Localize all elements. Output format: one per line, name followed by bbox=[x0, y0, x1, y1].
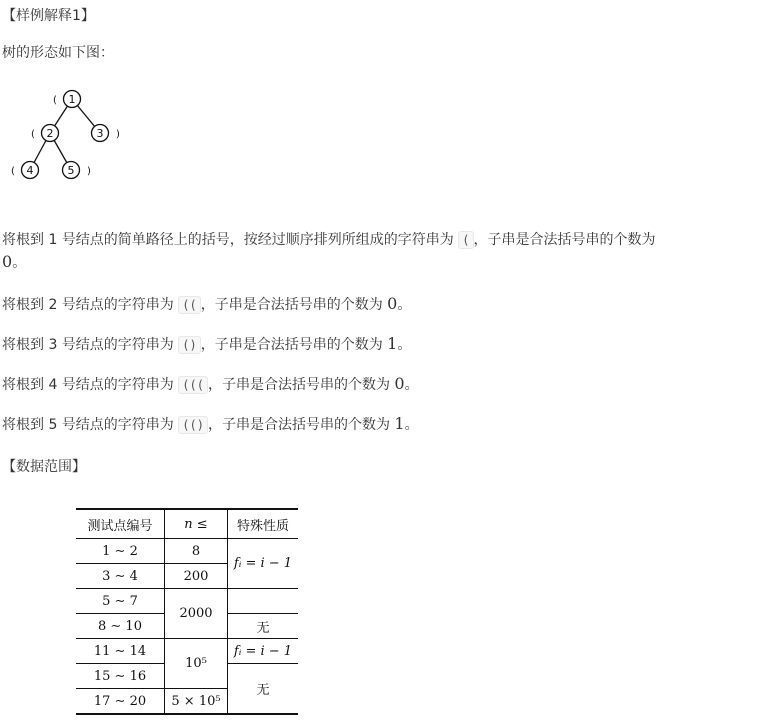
tree-node-5-label: 5 bbox=[67, 164, 75, 177]
explanation-text: ，子串是合法括号串的个数为 bbox=[200, 297, 388, 313]
n-limit-cell: 10⁵ bbox=[165, 639, 228, 689]
sample-explanation-heading: 【样例解释1】 bbox=[2, 8, 95, 24]
explanation-text: 将根到 5 号结点的字符串为 bbox=[2, 417, 179, 433]
test-range-cell: 15 ∼ 16 bbox=[76, 664, 165, 689]
tree-node-2-bracket: ( bbox=[31, 129, 35, 140]
explanation-node-1 bbox=[2, 230, 656, 250]
header-test-id: 测试点编号 bbox=[76, 509, 165, 539]
valid-substring-count: 0 bbox=[394, 374, 405, 393]
property-cell: fᵢ = i − 1 bbox=[228, 539, 299, 589]
table-row bbox=[76, 589, 298, 614]
n-limit-cell: 2000 bbox=[165, 589, 228, 639]
test-range-cell: 17 ∼ 20 bbox=[76, 689, 165, 715]
n-limit-cell: 5 × 10⁵ bbox=[165, 689, 228, 715]
valid-substring-count: 0 bbox=[2, 252, 13, 271]
property-cell: 无 bbox=[228, 664, 299, 715]
valid-substring-count: 1 bbox=[394, 414, 405, 433]
explanation-text: 将根到 3 号结点的字符串为 bbox=[2, 337, 179, 353]
n-limit-cell: 200 bbox=[165, 564, 228, 589]
tree-node-3-bracket: ) bbox=[116, 129, 120, 140]
data-range-heading: 【数据范围】 bbox=[2, 459, 86, 475]
explanation-text: 。 bbox=[404, 377, 419, 393]
explanation-text: 。 bbox=[397, 297, 412, 313]
test-range-cell: 5 ∼ 7 bbox=[76, 589, 165, 614]
tree-node-5-bracket: ) bbox=[87, 166, 91, 177]
tree-intro-text: 树的形态如下图： bbox=[2, 45, 114, 61]
property-cell-empty bbox=[228, 589, 299, 614]
tree-node-4-label: 4 bbox=[26, 164, 34, 177]
property-cell: 无 bbox=[228, 614, 299, 639]
explanation-text: ，子串是合法括号串的个数为 bbox=[200, 337, 388, 353]
valid-substring-count: 1 bbox=[387, 334, 398, 353]
bracket-string-code: ( bbox=[458, 231, 473, 249]
explanation-text: 将根到 1 号结点的简单路径上的括号，按经过顺序排列所组成的字符串为 bbox=[2, 232, 459, 248]
valid-substring-count: 0 bbox=[387, 294, 398, 313]
bracket-string-code: (( bbox=[178, 296, 200, 314]
explanation-node-2 bbox=[2, 294, 411, 315]
explanation-text: ，子串是合法括号串的个数为 bbox=[207, 417, 395, 433]
explanation-node-1-continued bbox=[2, 252, 26, 273]
tree-node-1-bracket: ( bbox=[53, 95, 57, 106]
tree-node-4-bracket: ( bbox=[11, 166, 15, 177]
explanation-text: 。 bbox=[12, 255, 27, 271]
header-n-limit: n ≤ bbox=[165, 509, 228, 539]
test-range-cell: 11 ∼ 14 bbox=[76, 639, 165, 664]
test-range-cell: 1 ∼ 2 bbox=[76, 539, 165, 564]
explanation-text: 将根到 4 号结点的字符串为 bbox=[2, 377, 179, 393]
n-limit-cell: 8 bbox=[165, 539, 228, 564]
table-row bbox=[76, 539, 298, 564]
tree-node-1-label: 1 bbox=[68, 93, 76, 106]
tree-node-2-label: 2 bbox=[46, 127, 54, 140]
explanation-node-3 bbox=[2, 334, 411, 355]
property-cell: fᵢ = i − 1 bbox=[228, 639, 299, 664]
data-range-table bbox=[76, 508, 298, 715]
table-row bbox=[76, 639, 298, 664]
tree-diagram bbox=[0, 84, 140, 184]
bracket-string-code: ((( bbox=[178, 376, 208, 394]
explanation-text: 。 bbox=[404, 417, 419, 433]
tree-node-3-label: 3 bbox=[96, 127, 104, 140]
explanation-text: ，子串是合法括号串的个数为 bbox=[207, 377, 395, 393]
bracket-string-code: (() bbox=[178, 416, 208, 434]
header-special-property: 特殊性质 bbox=[228, 509, 299, 539]
explanation-node-5 bbox=[2, 414, 419, 435]
test-range-cell: 8 ∼ 10 bbox=[76, 614, 165, 639]
explanation-text: ，子串是合法括号串的个数为 bbox=[473, 232, 656, 248]
explanation-text: 。 bbox=[397, 337, 412, 353]
test-range-cell: 3 ∼ 4 bbox=[76, 564, 165, 589]
bracket-string-code: () bbox=[178, 336, 200, 354]
explanation-node-4 bbox=[2, 374, 419, 395]
table-header-row bbox=[76, 509, 298, 539]
explanation-text: 将根到 2 号结点的字符串为 bbox=[2, 297, 179, 313]
